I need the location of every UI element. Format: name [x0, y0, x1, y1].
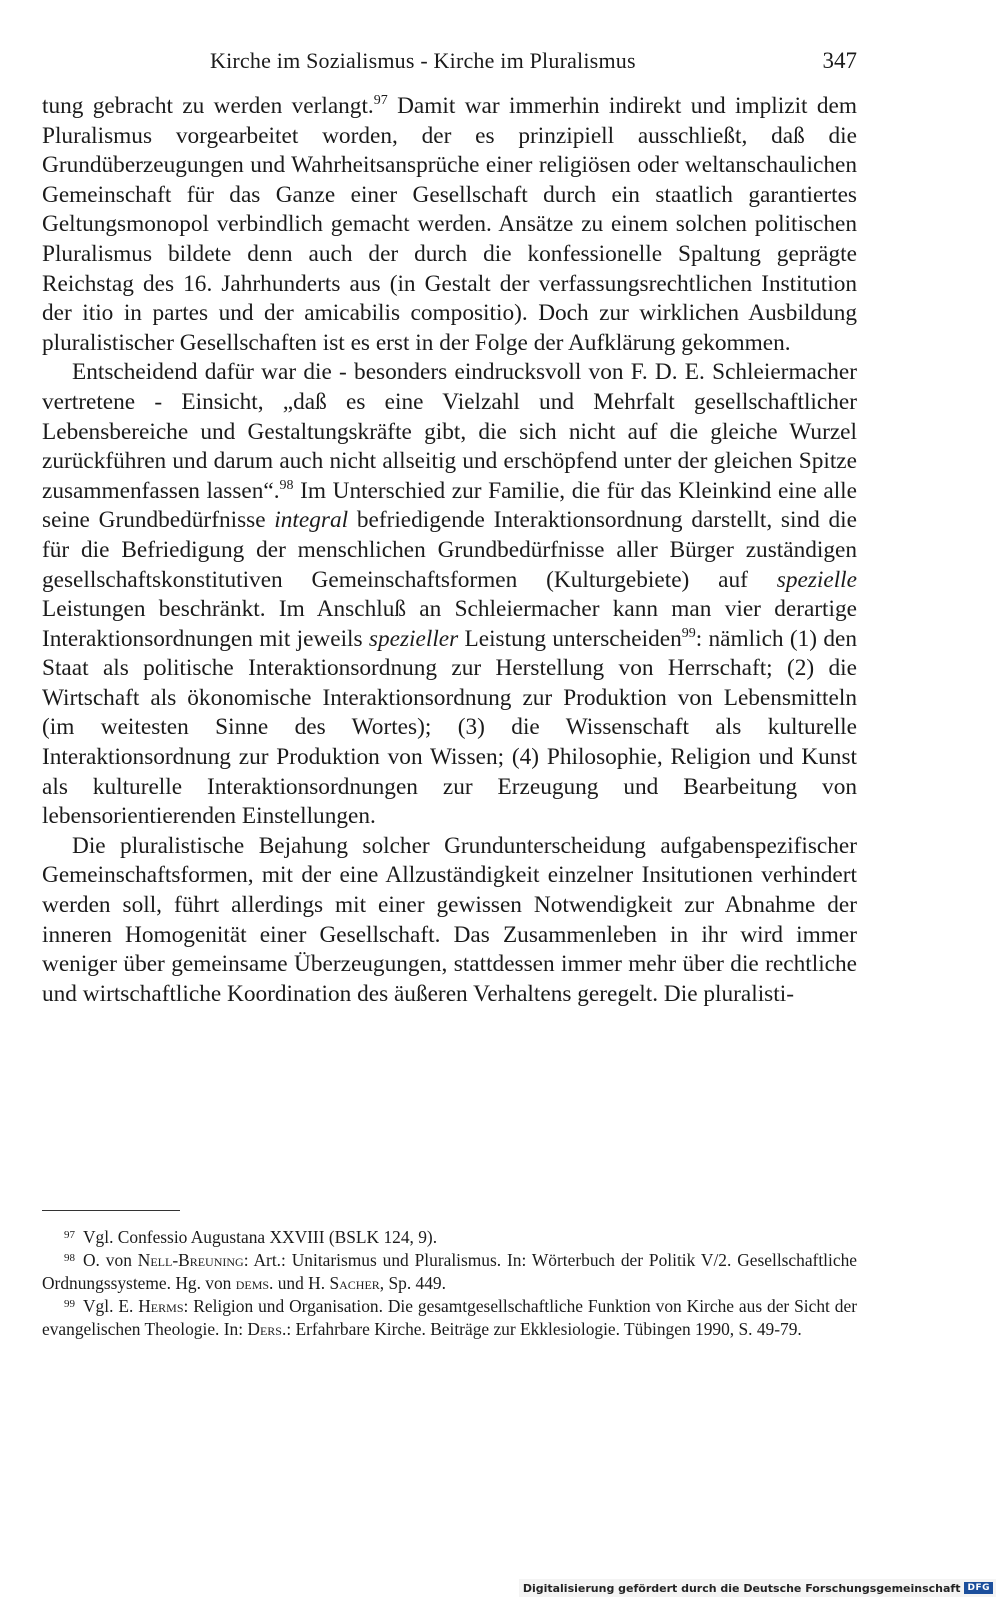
footnote-divider	[42, 1210, 180, 1211]
dfg-logo: DFG	[964, 1582, 993, 1594]
text-run: Im Unterschied zur Familie, die für das Kleinkind eine alle seine Grundbedürfnisse	[42, 477, 857, 534]
footnote-ref-98: 98	[279, 477, 294, 493]
footnote-author: Sacher	[329, 1273, 380, 1293]
footnote-97	[42, 1226, 857, 1249]
body-text	[42, 92, 857, 1009]
running-header	[42, 48, 857, 80]
text-run: Leistungen beschränkt. Im Anschluß an Schleiermacher kann man vier derartige Interaktionsordnungen mit jeweils	[42, 596, 857, 652]
footnote-text: : Religion und Organisation. Die gesamtgesellschaftliche Funktion von Kirche aus der Sicht der evangelischen Theologie. In:	[42, 1296, 857, 1339]
text-run: Entscheidend dafür war die - besonders eindrucksvoll von F. D. E. Schleiermacher vertretene - Einsicht, „daß es eine Vielzahl und Mehrfalt gesellschaftlicher Lebensbereiche und Gestaltungskräfte gibt, die sich nicht auf die gleiche Wurzel zurückführen und darum auch nicht allseitig und erschöpfend unter der gleichen Spitze zusammenfassen lassen“.	[42, 359, 857, 504]
footnote-number: 97	[64, 1229, 75, 1241]
footnote-ref-99: 99	[681, 625, 696, 641]
emphasis-spezielle: spezielle	[776, 566, 857, 593]
running-title: Kirche im Sozialismus - Kirche im Pluralismus	[210, 48, 636, 73]
emphasis-spezieller: spezieller	[368, 625, 459, 652]
digitization-credit	[519, 1579, 996, 1597]
paragraph-2	[42, 358, 857, 832]
footnote-text: Vgl. Confessio Augustana XXVIII (BSLK 124, 9).	[83, 1227, 438, 1247]
footnote-abbrev: Ders.	[247, 1319, 287, 1339]
footnote-text: : Erfahrbare Kirche. Beiträge zur Ekklesiologie. Tübingen 1990, S. 49-79.	[286, 1319, 802, 1339]
text-run: befriedigende Interaktionsordnung darstellt, sind die für die Befriedigung der menschlichen Grundbedürfnisse aller Bürger zuständigen gesellschaftskonstitutiven Gemeinschaftsformen (Kulturgebiete) auf	[42, 507, 857, 593]
footnote-99	[42, 1295, 857, 1341]
footnote-author: Nell-Breuning	[137, 1250, 244, 1270]
paragraph-3: Die pluralistische Bejahung solcher Grundunterscheidung aufgabenspezifischer Gemeinschaftsformen, mit der eine Allzuständigkeit einzelner Insitutionen verhindert werden soll, führt allerdings mit einer gewissen Notwendigkeit zur Abnahme der inneren Homogenität einer Gesellschaft. Das Zusammenleben in ihr wird immer weniger über gemeinsame Überzeugungen, stattdessen immer mehr über die rechtliche und wirtschaftliche Koordination des äußeren Verhaltens geregelt. Die pluralisti-	[42, 832, 857, 1007]
footnotes	[42, 1226, 857, 1341]
footnote-98	[42, 1249, 857, 1295]
paragraph-1	[42, 92, 857, 358]
footnote-abbrev: dems.	[235, 1273, 274, 1293]
footnote-text: Vgl. E.	[83, 1296, 139, 1316]
footnote-author: Herms	[138, 1296, 184, 1316]
text-run: tung gebracht zu werden verlangt.	[42, 93, 374, 119]
text-run: Damit war immerhin indirekt und implizit dem Pluralismus vorgearbeitet worden, der es prinzipiell ausschließt, daß die Grundüberzeugungen und Wahrheitsansprüche einer religiösen oder weltanschaulichen Gemeinschaft für das Ganze einer Gesellschaft durch ein staatlich garantiertes Geltungsmonopol verbindlich gemacht werden. Ansätze zu einem solchen politischen Pluralismus bildete denn auch der durch die konfessionelle Spaltung geprägte Reichstag des 16. Jahrhunderts aus (in Gestalt der verfassungsrechtlichen Institution der itio in partes und der amicabilis compositio). Doch zur wirklichen Ausbildung pluralistischer Gesellschaften ist es erst in der Folge der Aufklärung gekommen.	[42, 93, 857, 356]
footnote-number: 98	[64, 1252, 75, 1264]
footnote-text: und H.	[273, 1273, 330, 1293]
text-run: Leistung unterscheiden	[458, 625, 682, 652]
footnote-number: 99	[64, 1298, 75, 1310]
footnote-ref-97: 97	[373, 93, 388, 108]
credit-text: Digitalisierung gefördert durch die Deutsche Forschungsgemeinschaft	[522, 1581, 961, 1595]
footnote-text: : Art.: Unitarismus und Pluralismus. In: Wörterbuch der Politik V/2. Gesellschaftliche Ordnungssysteme. Hg. von	[42, 1250, 857, 1293]
text-run: : nämlich (1) den Staat als politische Interaktionsordnung zur Herstellung von Herrschaft; (2) die Wirtschaft als ökonomische Interaktionsordnung zur Produktion von Lebensmitteln (im weitesten Sinne des Wortes); (3) die Wissenschaft als kulturelle Interaktionsordnung zur Produktion von Wissen; (4) Philosophie, Religion und Kunst als kulturelle Interaktionsordnungen zur Erzeugung und Bearbeitung von lebensorientierenden Einstellungen.	[42, 625, 857, 830]
footnote-text: , Sp. 449.	[379, 1273, 446, 1293]
footnote-text: O. von	[83, 1250, 138, 1270]
emphasis-integral: integral	[274, 507, 349, 534]
page-number: 347	[822, 48, 857, 73]
